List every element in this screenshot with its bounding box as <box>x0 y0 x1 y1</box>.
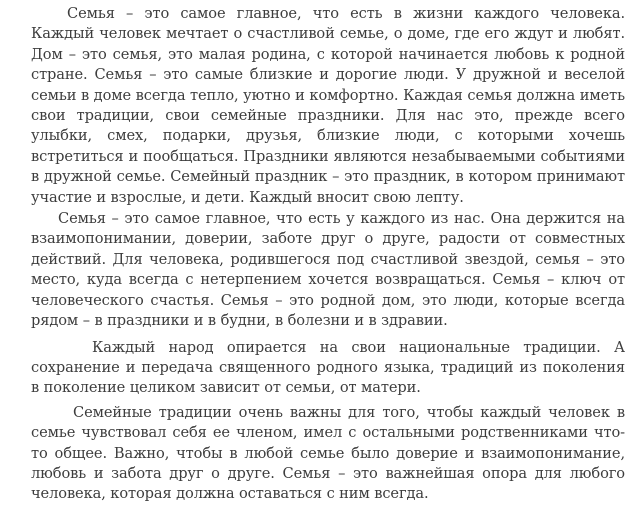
paragraph-family-trust: Семья – это самое главное, что есть у каждого из нас. Она держится на взаимопонимании, доверии, заботе друг о друге, радости от совместных действий. Для человека, родившегося под счастливой звездой, семья – это место, куда всегда с нетерпением хочется возвращаться. Семья – ключ от человеческого счастья. Семья – это родной дом, это люди, которые всегда рядом – в праздники и в будни, в болезни и в здравии. <box>31 210 625 330</box>
paragraph-national-traditions: Каждый народ опирается на свои национальные традиции. А сохранение и передача священного родного языка, традиций из поколения в поколение целиком зависит от семьи, от матери. <box>31 338 625 397</box>
paragraph-family-main: Семья – это самое главное, что есть в жизни каждого человека. Каждый человек мечтает о счастливой семье, о доме, где его ждут и любят. Дом – это семья, это малая родина, с которой начинается любовь к родной стране. Семья – это самые близкие и дорогие люди. У дружной и веселой семьи в доме всегда тепло, уютно и комфортно. Каждая семья должна иметь свои традиции, свои семейные праздники. Для нас это, прежде всего улыбки, смех, подарки, друзья, близкие люди, с которыми хочешь встретиться и пообщаться. Праздники являются незабываемыми событиями в дружной семье. Семейный праздник – это праздник, в котором принимают участие и взрослые, и дети. Каждый вносит свою лепту. <box>31 5 625 206</box>
paragraph-family-traditions: Семейные традиции очень важны для того, чтобы каждый человек в семье чувствовал себя ее членом, имел с остальными родственниками что-то общее. Важно, чтобы в любой семье было доверие и взаимопонимание, любовь и забота друг о друге. Семья – это важнейшая опора для любого человека, которая должна оставаться с ним всегда. <box>31 403 625 503</box>
